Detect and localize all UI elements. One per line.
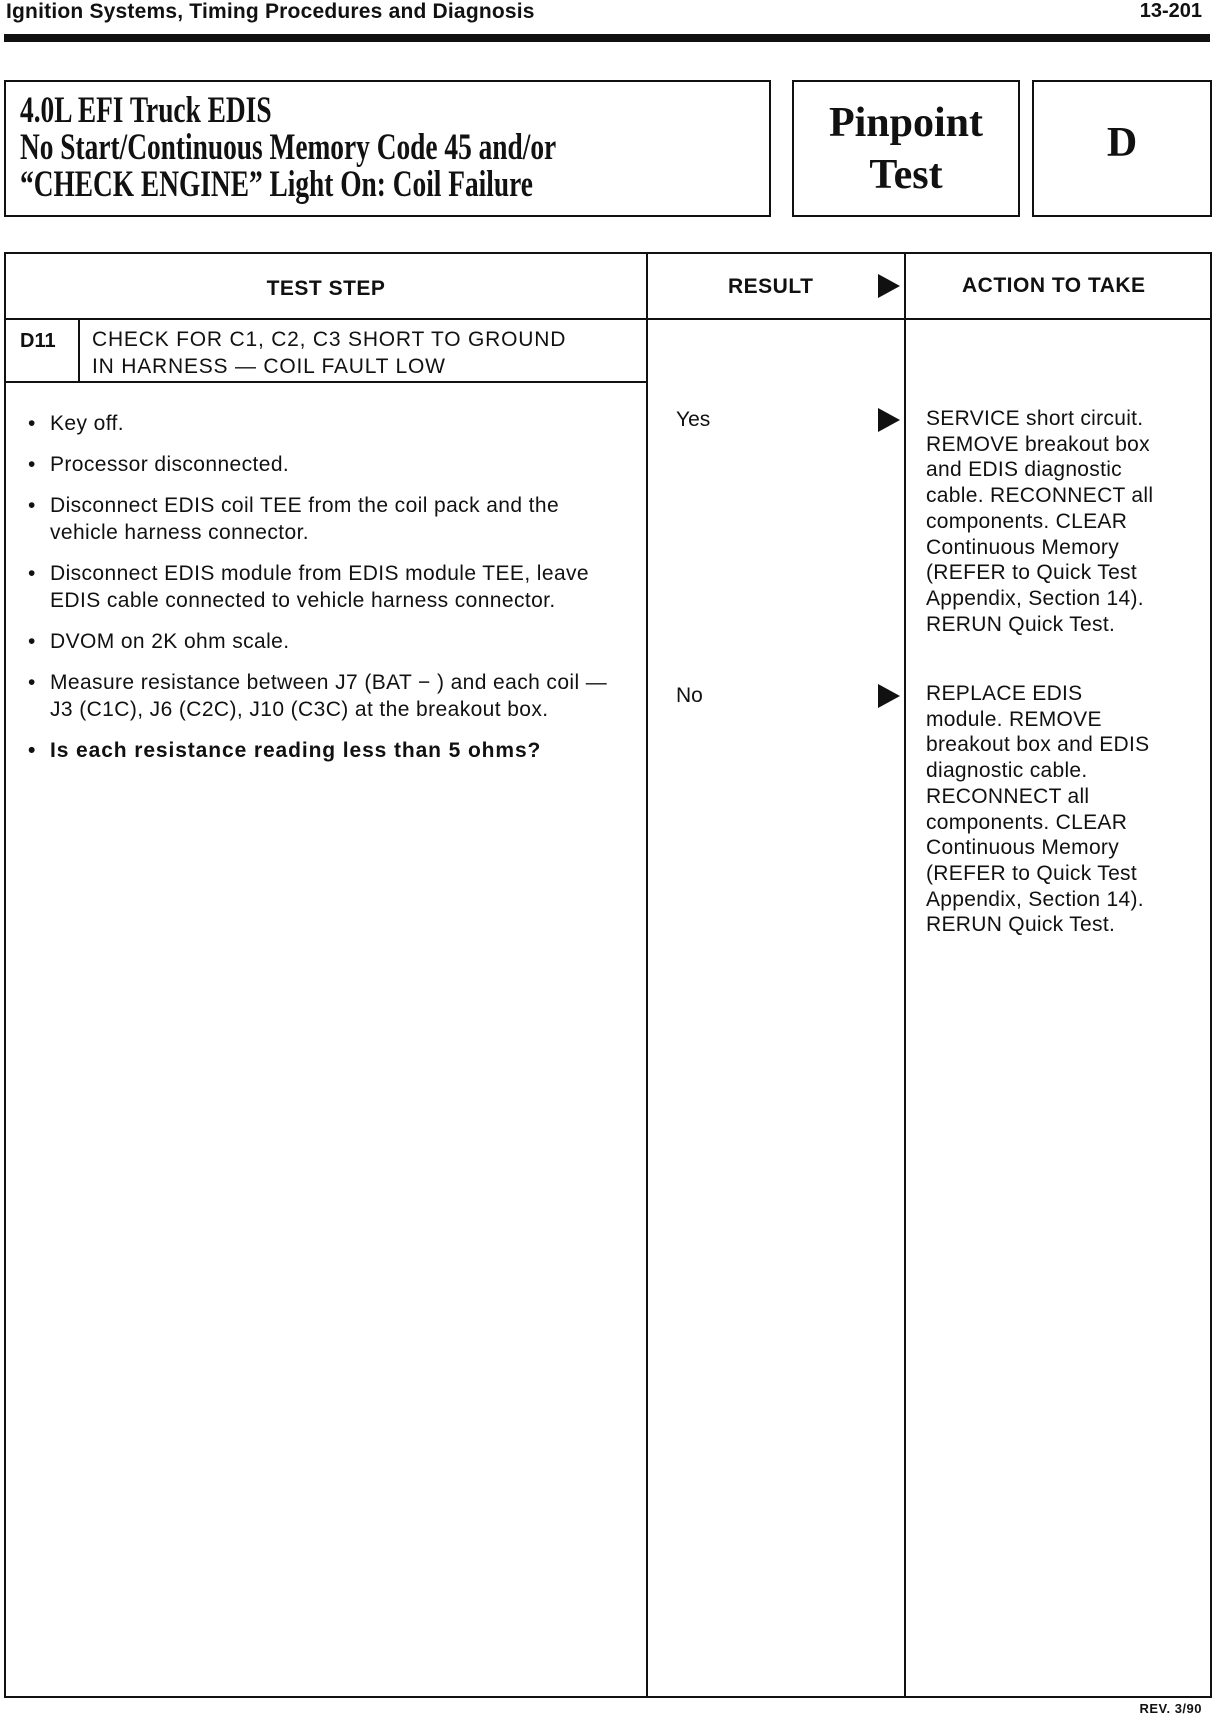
title-box [4,80,771,217]
result-no: No [676,684,703,707]
action-line: Appendix, Section 14). [926,887,1144,911]
step-instructions [26,410,626,778]
title-line-3: “CHECK ENGINE” Light On: Coil Failure [20,164,533,205]
action-line: Continuous Memory [926,535,1120,559]
header-test-step: TEST STEP [266,277,386,300]
instruction-item: • Key off. [26,410,626,437]
action-line: Continuous Memory [926,836,1120,860]
revision-label: REV. 3/90 [1139,1701,1202,1716]
test-letter-box [1032,80,1212,217]
action-line: breakout box and EDIS [926,733,1150,757]
instruction-item: • Disconnect EDIS module from EDIS module TEE, leave EDIS cable connected to vehicle harness connector. [26,560,626,614]
test-letter: D [1106,119,1138,166]
step-title-divider [4,381,648,383]
title-text [20,92,556,203]
column-divider-result [646,252,648,1698]
test-label: Test [869,151,943,198]
header-divider [4,318,1212,320]
column-divider-action [904,252,906,1698]
action-line: (REFER to Quick Test [926,561,1137,585]
section-title: Ignition Systems, Timing Procedures and Diagnosis [6,0,535,23]
action-line: and EDIS diagnostic [926,458,1122,482]
action-line: RECONNECT all [926,784,1090,808]
arrow-right-icon [878,684,900,708]
pinpoint-label: Pinpoint [828,99,984,146]
action-line: Appendix, Section 14). [926,586,1144,610]
page-number: 13-201 [1139,0,1202,22]
action-line: (REFER to Quick Test [926,861,1137,885]
instruction-item: • DVOM on 2K ohm scale. [26,628,626,655]
title-line-1: 4.0L EFI Truck EDIS [20,90,272,131]
action-line: cable. RECONNECT all [926,484,1154,508]
action-line: SERVICE short circuit. [926,407,1144,430]
step-title-line-1: CHECK FOR C1, C2, C3 SHORT TO GROUND [92,328,567,351]
instruction-question: • Is each resistance reading less than 5 ohms? [26,737,626,764]
action-line: RERUN Quick Test. [926,913,1116,937]
pinpoint-test-box [792,80,1020,217]
arrow-right-icon [878,274,900,298]
action-line: REPLACE EDIS [926,682,1083,705]
action-line: RERUN Quick Test. [926,612,1116,636]
step-title [92,326,566,380]
instruction-item: • Measure resistance between J7 (BAT − ) and each coil — J3 (C1C), J6 (C2C), J10 (C3C) at the breakout box. [26,669,626,723]
action-line: components. CLEAR [926,810,1128,834]
step-id: D11 [20,330,56,352]
step-id-divider [78,318,80,382]
step-title-line-2: IN HARNESS — COIL FAULT LOW [92,355,446,378]
instruction-item: • Disconnect EDIS coil TEE from the coil pack and the vehicle harness connector. [26,492,626,546]
title-line-2: No Start/Continuous Memory Code 45 and/or [20,127,557,168]
action-line: module. REMOVE [926,707,1102,731]
result-yes: Yes [676,408,711,431]
header-action: ACTION TO TAKE [962,274,1146,297]
instruction-item: • Processor disconnected. [26,451,626,478]
arrow-right-icon [878,408,900,432]
action-line: REMOVE breakout box [926,432,1150,456]
action-yes [926,406,1202,637]
action-line: components. CLEAR [926,509,1128,533]
action-line: diagnostic cable. [926,759,1088,783]
header-rule [4,34,1210,42]
header-result: RESULT [728,275,814,298]
action-no [926,681,1202,938]
